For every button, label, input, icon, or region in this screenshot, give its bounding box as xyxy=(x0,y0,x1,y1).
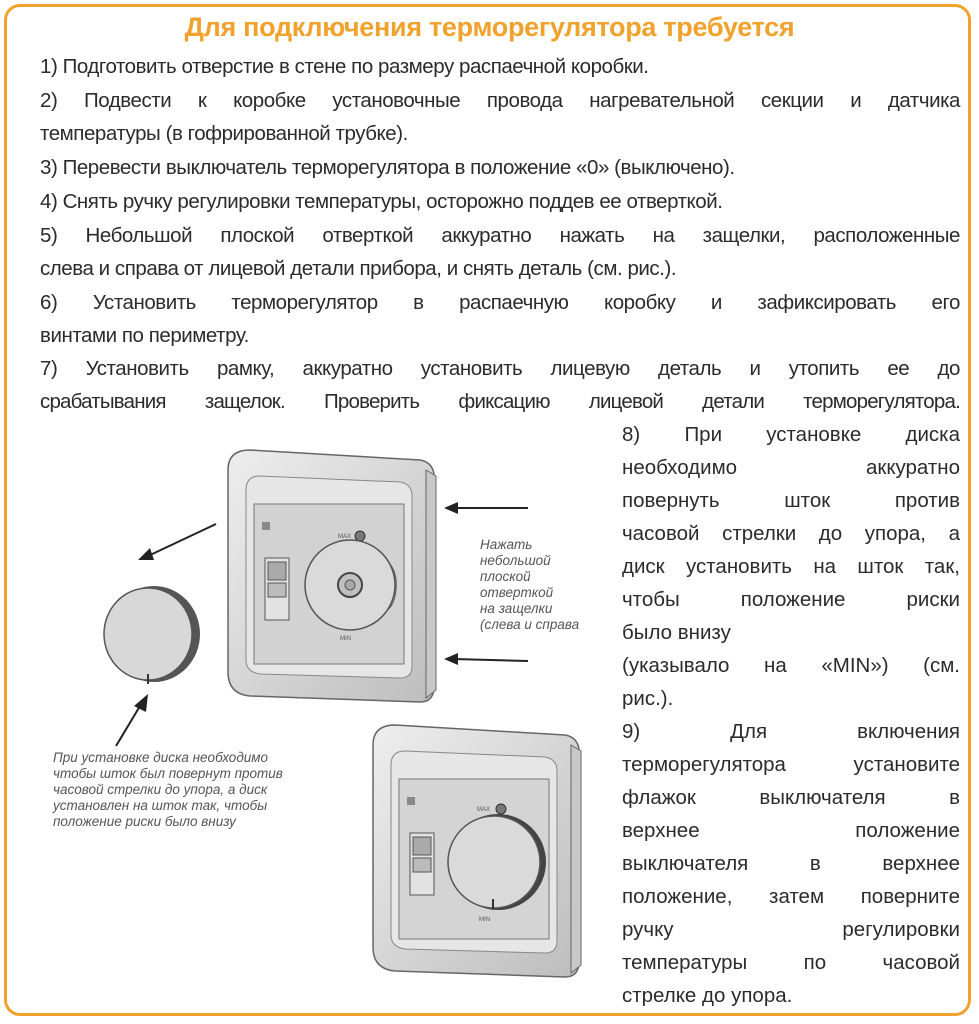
thermostat-assembled-illustration xyxy=(365,715,595,985)
caption-line: небольшой xyxy=(480,553,551,568)
step-1-line-1: 1) Подготовить отверстие в стене по размеру распаечной коробки. xyxy=(40,55,649,78)
step-6 xyxy=(40,286,960,352)
step-8-line: (указывало на «MIN») (см. xyxy=(622,654,960,677)
arrow-up-right-icon xyxy=(110,690,160,750)
caption-line: на защелки xyxy=(480,601,553,616)
max-label: MAX xyxy=(477,807,491,813)
arrow-left-icon xyxy=(440,490,530,530)
step-9-line: флажок выключателя в xyxy=(622,786,960,809)
step-7-line-2: срабатывания защелок. Проверить фиксацию лицевой детали терморегулятора. xyxy=(40,390,960,413)
step-1 xyxy=(40,50,960,83)
step-2-line-2: температуры (в гофрированной трубке). xyxy=(40,122,408,145)
dial-knob-illustration xyxy=(90,580,210,700)
step-3-line-1: 3) Перевести выключатель терморегулятора в положение «0» (выключено). xyxy=(40,156,735,179)
page-title: Для подключения терморегулятора требуется xyxy=(184,12,795,42)
disc-caption xyxy=(53,750,353,830)
min-label: MIN xyxy=(340,636,351,642)
step-9 xyxy=(622,715,960,1012)
arrow-left-icon xyxy=(440,644,530,684)
step-4 xyxy=(40,185,960,218)
step-6-line-2: винтами по периметру. xyxy=(40,324,249,347)
step-3 xyxy=(40,151,960,184)
step-8-line: рис.). xyxy=(622,687,674,710)
caption-line: Нажать xyxy=(480,537,533,552)
step-8-line: повернуть шток против xyxy=(622,489,960,512)
thermostat-open-illustration xyxy=(220,440,450,710)
step-8 xyxy=(622,418,960,715)
caption-line: (слева и справа xyxy=(480,617,580,632)
step-2-line-1: 2) Подвести к коробке установочные провода нагревательной секции и датчика xyxy=(40,89,960,112)
step-9-line: 9) Для включения xyxy=(622,720,960,743)
caption-line: плоской xyxy=(480,569,531,584)
step-9-line: ручку регулировки xyxy=(622,918,960,941)
step-9-line: положение, затем поверните xyxy=(622,885,960,908)
step-4-line-1: 4) Снять ручку регулировки температуры, осторожно поддев ее отверткой. xyxy=(40,190,723,213)
step-9-line: выключателя в верхнее xyxy=(622,852,960,875)
step-2 xyxy=(40,84,960,150)
caption-line: установлен на шток так, чтобы xyxy=(53,798,268,813)
latch-caption xyxy=(480,537,600,633)
arrow-up-left-icon xyxy=(130,520,220,570)
step-9-line: терморегулятора установите xyxy=(622,753,960,776)
step-5-line-2: слева и справа от лицевой детали прибора, и снять деталь (см. рис.). xyxy=(40,257,677,280)
step-5 xyxy=(40,219,960,285)
step-7-line-1: 7) Установить рамку, аккуратно установить лицевую деталь и утопить ее до xyxy=(40,357,960,380)
step-8-line: 8) При установке диска xyxy=(622,423,960,446)
step-6-line-1: 6) Установить терморегулятор в распаечную коробку и зафиксировать его xyxy=(40,291,960,314)
step-5-line-1: 5) Небольшой плоской отверткой аккуратно нажать на защелки, расположенные xyxy=(40,224,960,247)
caption-line: При установке диска необходимо xyxy=(53,750,269,765)
step-8-line: диск установить на шток так, xyxy=(622,555,960,578)
step-8-line: необходимо аккуратно xyxy=(622,456,960,479)
caption-line: положение риски было внизу xyxy=(53,814,236,829)
step-9-line: верхнее положение xyxy=(622,819,960,842)
caption-line: чтобы шток был повернут против xyxy=(53,766,283,781)
step-7 xyxy=(40,352,960,418)
step-9-line: стрелке до упора. xyxy=(622,984,793,1007)
step-8-line: часовой стрелки до упора, а xyxy=(622,522,960,545)
max-label: MAX xyxy=(338,534,352,540)
caption-line: часовой стрелки до упора, а диск xyxy=(53,782,268,797)
step-9-line: температуры по часовой xyxy=(622,951,960,974)
step-8-line: чтобы положение риски xyxy=(622,588,960,611)
caption-line: отверткой xyxy=(480,585,554,600)
min-label: MIN xyxy=(479,917,490,923)
step-8-line: было внизу xyxy=(622,621,731,644)
